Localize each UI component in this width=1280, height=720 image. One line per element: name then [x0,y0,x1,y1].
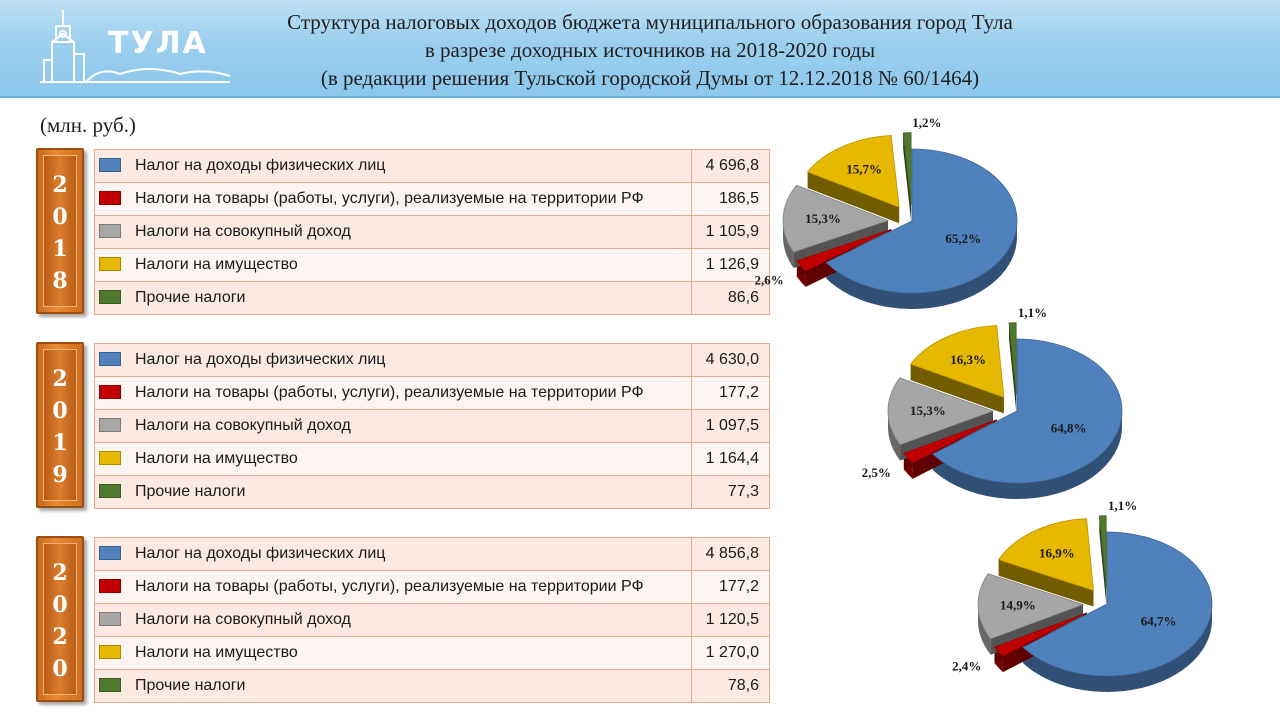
table-row [95,443,770,476]
pie-slice [1009,323,1016,395]
tax-category-label: Налоги на товары (работы, услуги), реализуемые на территории РФ [135,190,644,207]
pie-percent-label: 1,1% [1017,305,1048,321]
pie-chart-2019 [861,305,1185,520]
table-row [95,150,770,183]
legend-swatch [99,484,121,498]
tax-category-cell [95,150,692,183]
legend-swatch [99,579,121,593]
year-digit: 1 [52,236,68,262]
year-digit: 2 [52,624,68,650]
legend-swatch [99,224,121,238]
table-row [95,410,770,443]
legend-swatch [99,257,121,271]
pie-percent-label: 15,3% [910,403,946,419]
pie-slice [903,133,911,205]
tax-table [94,343,770,509]
tax-value-cell: 186,5 [692,183,770,216]
year-digit: 2 [52,560,68,586]
tax-value-cell: 1 097,5 [692,410,770,443]
year-digit: 0 [52,398,68,424]
tax-category-cell [95,637,692,670]
table-row [95,183,770,216]
title-line-1: Структура налоговых доходов бюджета муниципального образования город Тула [287,10,1013,34]
tax-value-cell: 77,3 [692,476,770,509]
pie-chart-2020 [952,498,1275,713]
tax-value-cell: 4 856,8 [692,538,770,571]
pie-percent-label: 15,7% [846,161,883,177]
tax-table [94,537,770,703]
tax-category-label: Прочие налоги [135,289,246,306]
header-banner [0,0,1280,98]
legend-swatch [99,645,121,659]
units-label: (млн. руб.) [40,113,136,137]
tax-category-label: Налоги на имущество [135,256,298,273]
tax-category-cell [95,538,692,571]
legend-swatch [99,191,121,205]
year-digit: 2 [52,366,68,392]
tax-value-cell: 1 126,9 [692,249,770,282]
pie-percent-label: 2,5% [861,464,891,480]
legend-swatch [99,546,121,560]
tax-table [94,149,770,315]
year-tab [36,342,84,508]
title-line-2: в разрезе доходных источников на 2018-2020 годы [424,38,876,62]
tax-category-label: Налоги на товары (работы, услуги), реализуемые на территории РФ [135,578,644,595]
pie-percent-label: 64,7% [1140,613,1177,629]
tax-value-cell: 78,6 [692,670,770,703]
page-title [190,8,1110,92]
table-row [95,344,770,377]
tax-category-label: Прочие налоги [135,483,246,500]
legend-swatch [99,385,121,399]
tax-value-cell: 4 696,8 [692,150,770,183]
tax-value-cell: 86,6 [692,282,770,315]
pie-percent-label: 15,3% [805,211,841,227]
table-row [95,604,770,637]
year-digit: 8 [52,268,68,294]
table-row [95,571,770,604]
tax-value-cell: 4 630,0 [692,344,770,377]
legend-swatch [99,678,121,692]
tax-category-cell [95,670,692,703]
tax-category-cell [95,249,692,282]
table-row [95,476,770,509]
year-tab [36,148,84,314]
pie-percent-label: 14,9% [1000,597,1036,613]
tax-value-cell: 177,2 [692,377,770,410]
tax-category-cell [95,571,692,604]
pie-percent-label: 64,8% [1050,420,1087,436]
table-row [95,216,770,249]
logo-text: ТУЛА [108,26,208,61]
table-row [95,538,770,571]
year-digit: 2 [52,172,68,198]
pie-chart-2018 [754,115,1080,330]
legend-swatch [99,418,121,432]
table-row [95,670,770,703]
tax-category-label: Налоги на имущество [135,644,298,661]
tax-category-cell [95,377,692,410]
pie-percent-label: 2,4% [952,658,982,674]
year-digit: 0 [52,656,68,682]
tax-category-cell [95,443,692,476]
pie-percent-label: 65,2% [945,231,982,247]
legend-swatch [99,451,121,465]
legend-swatch [99,158,121,172]
title-line-3: (в редакции решения Тульской городской Думы от 12.12.2018 № 60/1464) [320,66,980,90]
legend-swatch [99,612,121,626]
tax-category-cell [95,476,692,509]
year-digit: 0 [52,592,68,618]
tax-category-cell [95,410,692,443]
tax-value-cell: 1 164,4 [692,443,770,476]
year-digit: 0 [52,204,68,230]
pie-percent-label: 16,9% [1038,545,1075,561]
tax-category-cell [95,216,692,249]
tax-category-label: Прочие налоги [135,677,246,694]
tax-category-cell [95,604,692,637]
tax-value-cell: 177,2 [692,571,770,604]
table-row [95,249,770,282]
tax-value-cell: 1 105,9 [692,216,770,249]
legend-swatch [99,352,121,366]
year-digit: 1 [52,430,68,456]
tax-category-label: Налог на доходы физических лиц [135,545,386,562]
tax-value-cell: 1 270,0 [692,637,770,670]
pie-percent-label: 16,3% [950,352,987,368]
table-row [95,282,770,315]
pie-percent-label: 1,2% [912,115,942,131]
tax-category-cell [95,344,692,377]
year-digit: 9 [52,462,68,488]
pie-percent-label: 1,1% [1107,498,1138,514]
tax-category-label: Налоги на совокупный доход [135,611,351,628]
tax-category-cell [95,282,692,315]
tax-category-cell [95,183,692,216]
tax-category-label: Налоги на совокупный доход [135,417,351,434]
tax-value-cell: 1 120,5 [692,604,770,637]
tax-category-label: Налоги на товары (работы, услуги), реализуемые на территории РФ [135,384,644,401]
table-row [95,377,770,410]
pie-slice [1099,516,1106,588]
tax-category-label: Налог на доходы физических лиц [135,351,386,368]
legend-swatch [99,290,121,304]
pie-percent-label: 2,6% [754,272,784,288]
tax-category-label: Налоги на имущество [135,450,298,467]
tax-category-label: Налог на доходы физических лиц [135,157,386,174]
tax-category-label: Налоги на совокупный доход [135,223,351,240]
year-tab [36,536,84,702]
table-row [95,637,770,670]
